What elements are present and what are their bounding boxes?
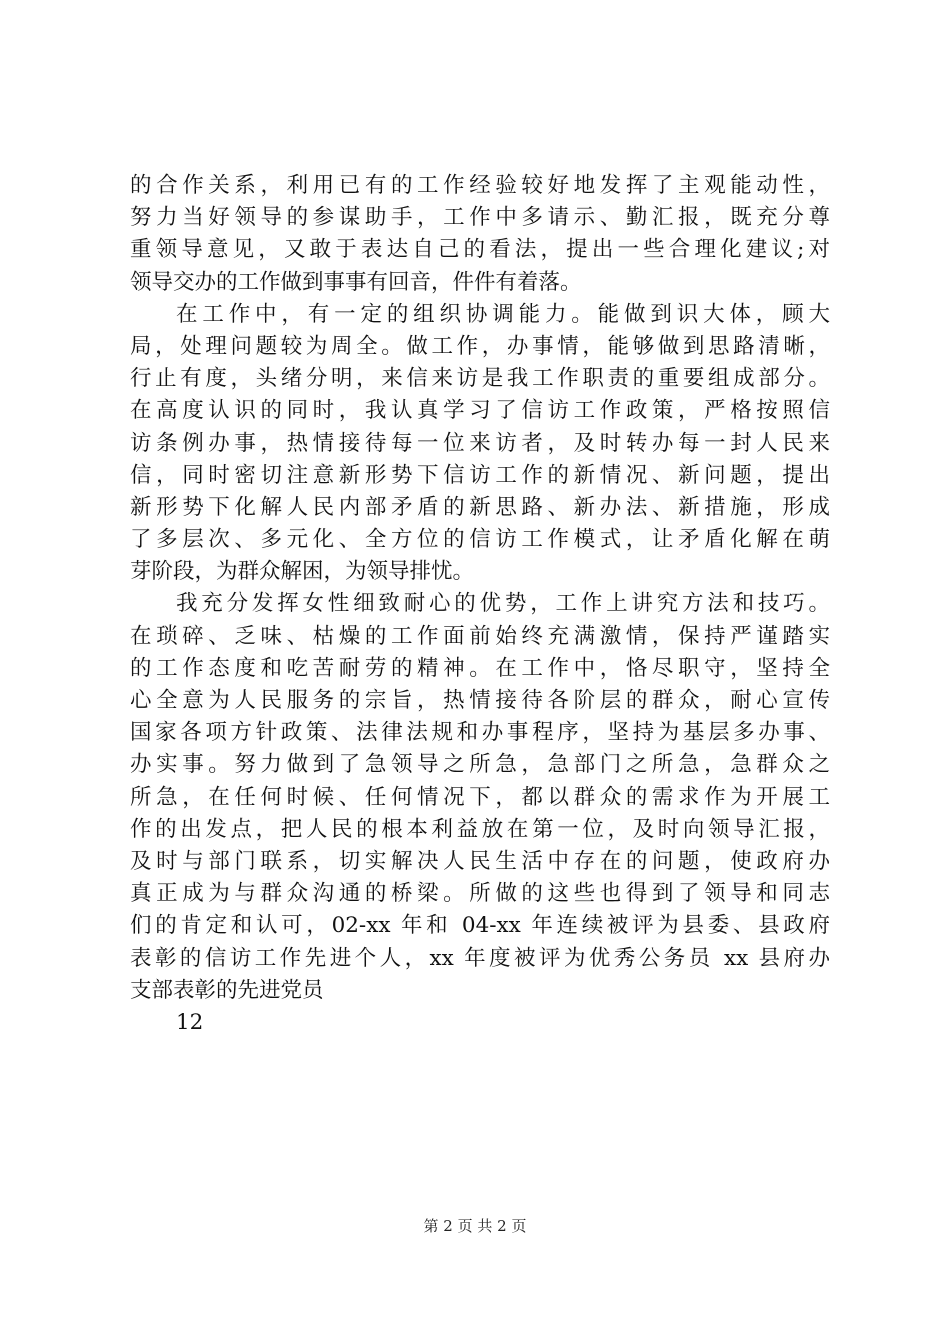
text-line: 心全意为人民服务的宗旨，热情接待各阶层的群众，耐心宣传 [130, 688, 830, 713]
page-indicator: 第 2 页 共 2 页 [423, 1217, 527, 1235]
text-line: 表彰的信访工作先进个人，xx 年度被评为优秀公务员 xx 县府办 [130, 945, 830, 971]
text-line: 行止有度，头绪分明，来信来访是我工作职责的重要组成部分。 [130, 366, 830, 392]
text-line: 国家各项方针政策、法律法规和办事程序，坚持为基层多办事、 [130, 720, 830, 746]
text-line: 领导交办的工作做到事事有回音，件件有着落。 [130, 269, 582, 295]
text-line: 所急，在任何时候、任何情况下，都以群众的需求作为开展工 [130, 784, 830, 810]
text-line: 访条例办事，热情接待每一位来访者，及时转办每一封人民来 [130, 430, 830, 456]
text-line: 支部表彰的先进党员 [130, 977, 324, 1003]
text-line: 在琐碎、乏味、枯燥的工作面前始终充满激情，保持严谨踏实 [130, 623, 830, 649]
page-footer [0, 1216, 950, 1236]
text-line: 作的出发点，把人民的根本利益放在第一位，及时向领导汇报， [130, 816, 830, 842]
text-line: 真正成为与群众沟通的桥梁。所做的这些也得到了领导和同志 [130, 881, 830, 907]
page-number-text: 12 [176, 1009, 204, 1035]
text-line: 及时与部门联系，切实解决人民生活中存在的问题，使政府办 [130, 848, 830, 874]
text-line: 了多层次、多元化、全方位的信访工作模式，让矛盾化解在萌 [130, 527, 830, 553]
text-line: 芽阶段，为群众解困，为领导排忧。 [130, 559, 475, 585]
document-body [130, 170, 830, 1039]
text-line: 的合作关系，利用已有的工作经验较好地发挥了主观能动性， [130, 173, 830, 198]
text-line: 局，处理问题较为周全。做工作，办事情，能够做到思路清晰， [130, 333, 830, 359]
text-line: 信，同时密切注意新形势下信访工作的新情况、新问题，提出 [130, 462, 830, 488]
text-line: 努力当好领导的参谋助手，工作中多请示、勤汇报，既充分尊 [130, 205, 830, 231]
paragraph-start-line: 在工作中，有一定的组织协调能力。能做到识大体，顾大 [176, 301, 830, 327]
text-line: 的工作态度和吃苦耐劳的精神。在工作中，恪尽职守，坚持全 [130, 655, 830, 681]
text-line: 新形势下化解人民内部矛盾的新思路、新办法、新措施，形成 [130, 494, 830, 520]
paragraph-start-line: 我充分发挥女性细致耐心的优势，工作上讲究方法和技巧。 [176, 591, 830, 617]
text-line: 办实事。努力做到了急领导之所急，急部门之所急，急群众之 [130, 752, 830, 778]
text-line: 在高度认识的同时，我认真学习了信访工作政策，严格按照信 [130, 398, 830, 424]
text-line: 重领导意见，又敢于表达自己的看法，提出一些合理化建议;对 [130, 237, 830, 263]
text-line: 们的肯定和认可，02-xx 年和 04-xx 年连续被评为县委、县政府 [130, 913, 830, 939]
